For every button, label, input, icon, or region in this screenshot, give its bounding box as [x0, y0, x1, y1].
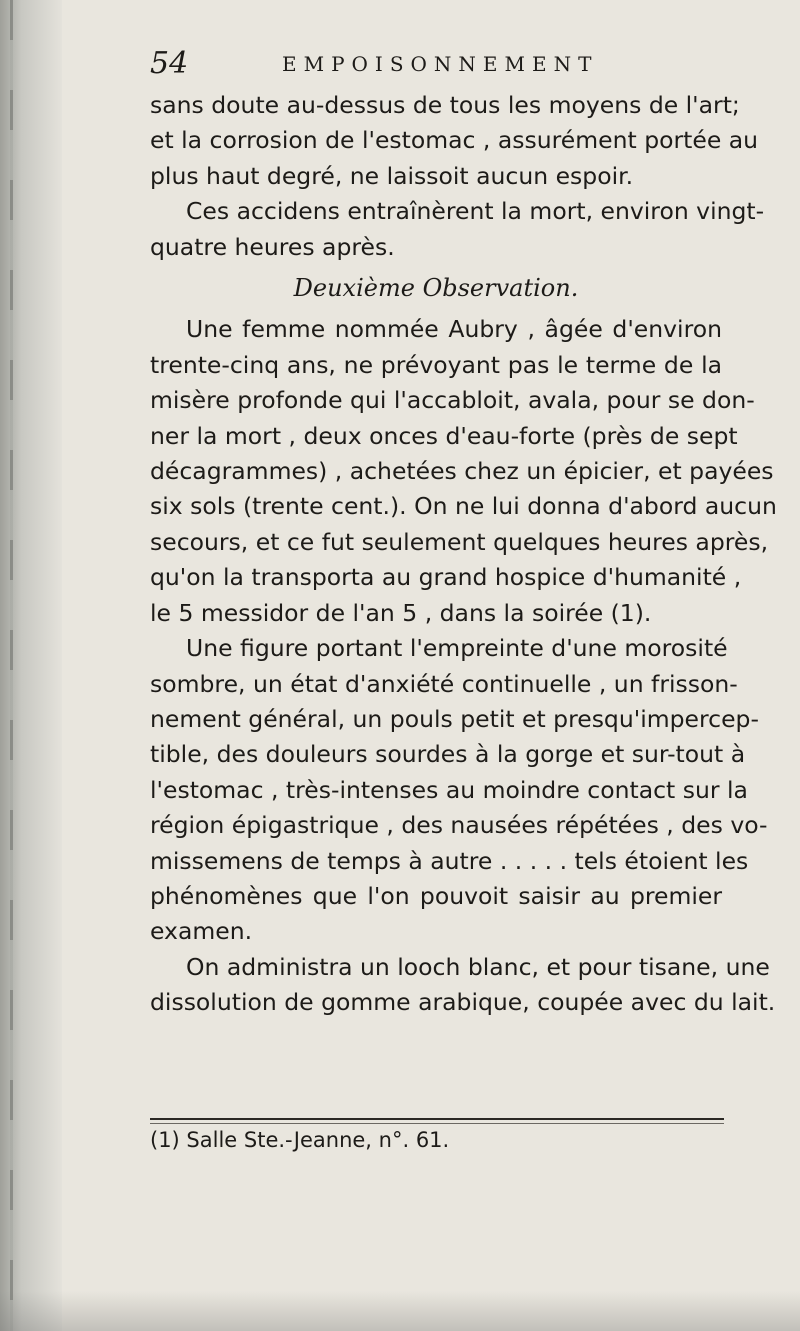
body-text: [150, 88, 777, 1021]
text-line: et la corrosion de l'estomac , assurément portée au: [150, 126, 759, 155]
text-line: le 5 messidor de l'an 5 , dans la soirée (1).: [150, 598, 652, 627]
running-head: EMPOISONNEMENT: [282, 52, 599, 76]
text-line: qu'on la transporta au grand hospice d'humanité ,: [150, 563, 742, 592]
text-line: l'estomac , très-intenses au moindre contact sur la: [150, 775, 748, 804]
text-line: dissolution de gomme arabique, coupée avec du lait.: [150, 988, 776, 1017]
text-line: Une femme nommée Aubry , âgée d'environ: [186, 315, 722, 344]
footnote: (1) Salle Ste.-Jeanne, n°. 61.: [150, 1128, 450, 1152]
page-number: 54: [150, 46, 189, 81]
text-line: sombre, un état d'anxiété continuelle , un frisson-: [150, 669, 738, 698]
text-line: missemens de temps à autre . . . . . tels étoient les: [150, 846, 749, 875]
text-line: Ces accidens entraînèrent la mort, environ vingt-: [186, 197, 765, 226]
text-line: sans doute au-dessus de tous les moyens de l'art;: [150, 91, 740, 119]
text-line: décagrammes) , achetées chez un épicier, et payées: [150, 457, 774, 486]
page-binding-edge: [0, 0, 62, 1331]
text-line: secours, et ce fut seulement quelques heures après,: [150, 527, 769, 556]
text-line: six sols (trente cent.). On ne lui donna d'abord aucun: [150, 492, 777, 521]
text-line: Une figure portant l'empreinte d'une morosité: [186, 634, 728, 663]
text-line: misère profonde qui l'accabloit, avala, pour se don-: [150, 386, 755, 415]
section-title: Deuxième Observation.: [293, 274, 579, 303]
text-line: nement général, un pouls petit et presqu'impercep-: [150, 704, 759, 733]
page-header: [150, 46, 710, 86]
text-line: phénomènes que l'on pouvoit saisir au premier: [150, 881, 722, 910]
footnote-rule: [150, 1118, 724, 1124]
text-line: quatre heures après.: [150, 232, 395, 261]
text-line: On administra un looch blanc, et pour tisane, une: [186, 952, 770, 981]
page-bottom-shadow: [0, 1291, 800, 1331]
text-line: région épigastrique , des nausées répétées , des vo-: [150, 811, 768, 840]
text-line: plus haut degré, ne laissoit aucun espoir.: [150, 161, 634, 190]
text-line: examen.: [150, 917, 253, 946]
text-line: tible, des douleurs sourdes à la gorge et sur-tout à: [150, 740, 746, 769]
text-line: ner la mort , deux onces d'eau-forte (près de sept: [150, 421, 738, 450]
text-line: trente-cinq ans, ne prévoyant pas le terme de la: [150, 350, 722, 379]
